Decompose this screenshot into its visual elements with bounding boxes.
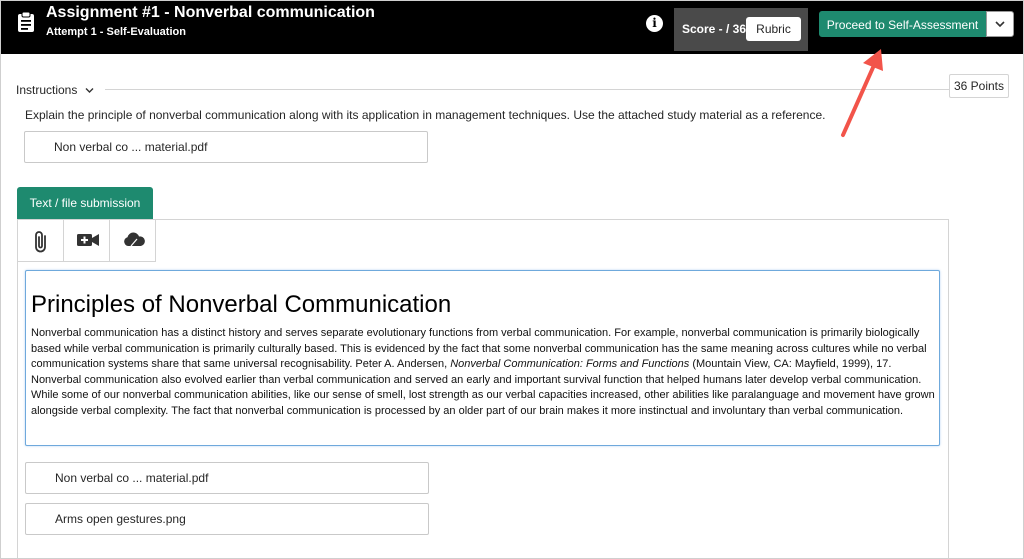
proceed-options-dropdown[interactable] xyxy=(986,11,1014,37)
score-panel xyxy=(674,8,808,51)
score-label: Score - / 36 xyxy=(682,22,747,36)
annotation-arrow xyxy=(831,45,891,141)
body-text-part-1: Nonverbal communication has a distinct history and serves separate evolutionary functions from verbal communication. For example, nonverbal communication is primarily biologically based while verbal communication is primarily culturally based. This is evidenced by the fact that some nonverbal communication has the same meaning across cultures while no verbal communication systems share that same universal recognisability. Peter A. Andersen, xyxy=(31,327,927,370)
video-camera-icon xyxy=(76,230,100,250)
instructions-label: Instructions xyxy=(16,83,78,97)
attempt-subtitle: Attempt 1 - Self-Evaluation xyxy=(46,26,186,38)
clipboard-icon xyxy=(17,11,35,33)
body-text-part-2: (Mountain View, CA: Mayfield, 1999), 17. Nonverbal communication also evolved earlier than verbal communication and served an early and important survival function that helped humans later develop verbal communication. While some of our nonverbal communication abilities, like our sense of smell, lost strength as our verbal capacities increased, other abilities like paralanguage and movement have grown alongside verbal complexity. The fact that nonverbal communication is processed by an older part of our brain makes it more instinctual and involuntary than verbal communication. xyxy=(31,358,935,417)
rubric-button[interactable]: Rubric xyxy=(746,17,801,41)
submission-heading: Principles of Nonverbal Communication xyxy=(31,291,452,318)
cloud-icon xyxy=(122,230,146,250)
attach-file-button[interactable] xyxy=(18,220,64,262)
points-badge: 36 Points xyxy=(949,74,1009,98)
cited-book-title: Nonverbal Communication: Forms and Functions xyxy=(450,358,690,370)
paperclip-icon xyxy=(30,230,52,254)
instructions-attachment[interactable]: Non verbal co ... material.pdf xyxy=(24,131,428,163)
submission-attachment-image[interactable]: Arms open gestures.png xyxy=(25,503,429,535)
assignment-title: Assignment #1 - Nonverbal communication xyxy=(46,4,375,21)
instructions-toggle[interactable] xyxy=(16,83,94,97)
proceed-to-self-assessment-button[interactable]: Proceed to Self-Assessment xyxy=(819,11,986,37)
cloud-storage-button[interactable] xyxy=(110,220,156,262)
chevron-down-icon xyxy=(995,20,1005,28)
submission-attachment-pdf[interactable]: Non verbal co ... material.pdf xyxy=(25,462,429,494)
record-video-button[interactable] xyxy=(64,220,110,262)
info-icon[interactable]: i xyxy=(646,15,663,32)
instructions-text: Explain the principle of nonverbal communication along with its application in management techniques. Use the attached study material as a reference. xyxy=(25,108,826,122)
submission-body-text xyxy=(31,326,936,419)
section-divider xyxy=(105,89,952,90)
submission-text-editor[interactable] xyxy=(25,270,940,446)
chevron-down-icon xyxy=(85,87,94,94)
tab-text-file-submission[interactable]: Text / file submission xyxy=(17,187,153,219)
